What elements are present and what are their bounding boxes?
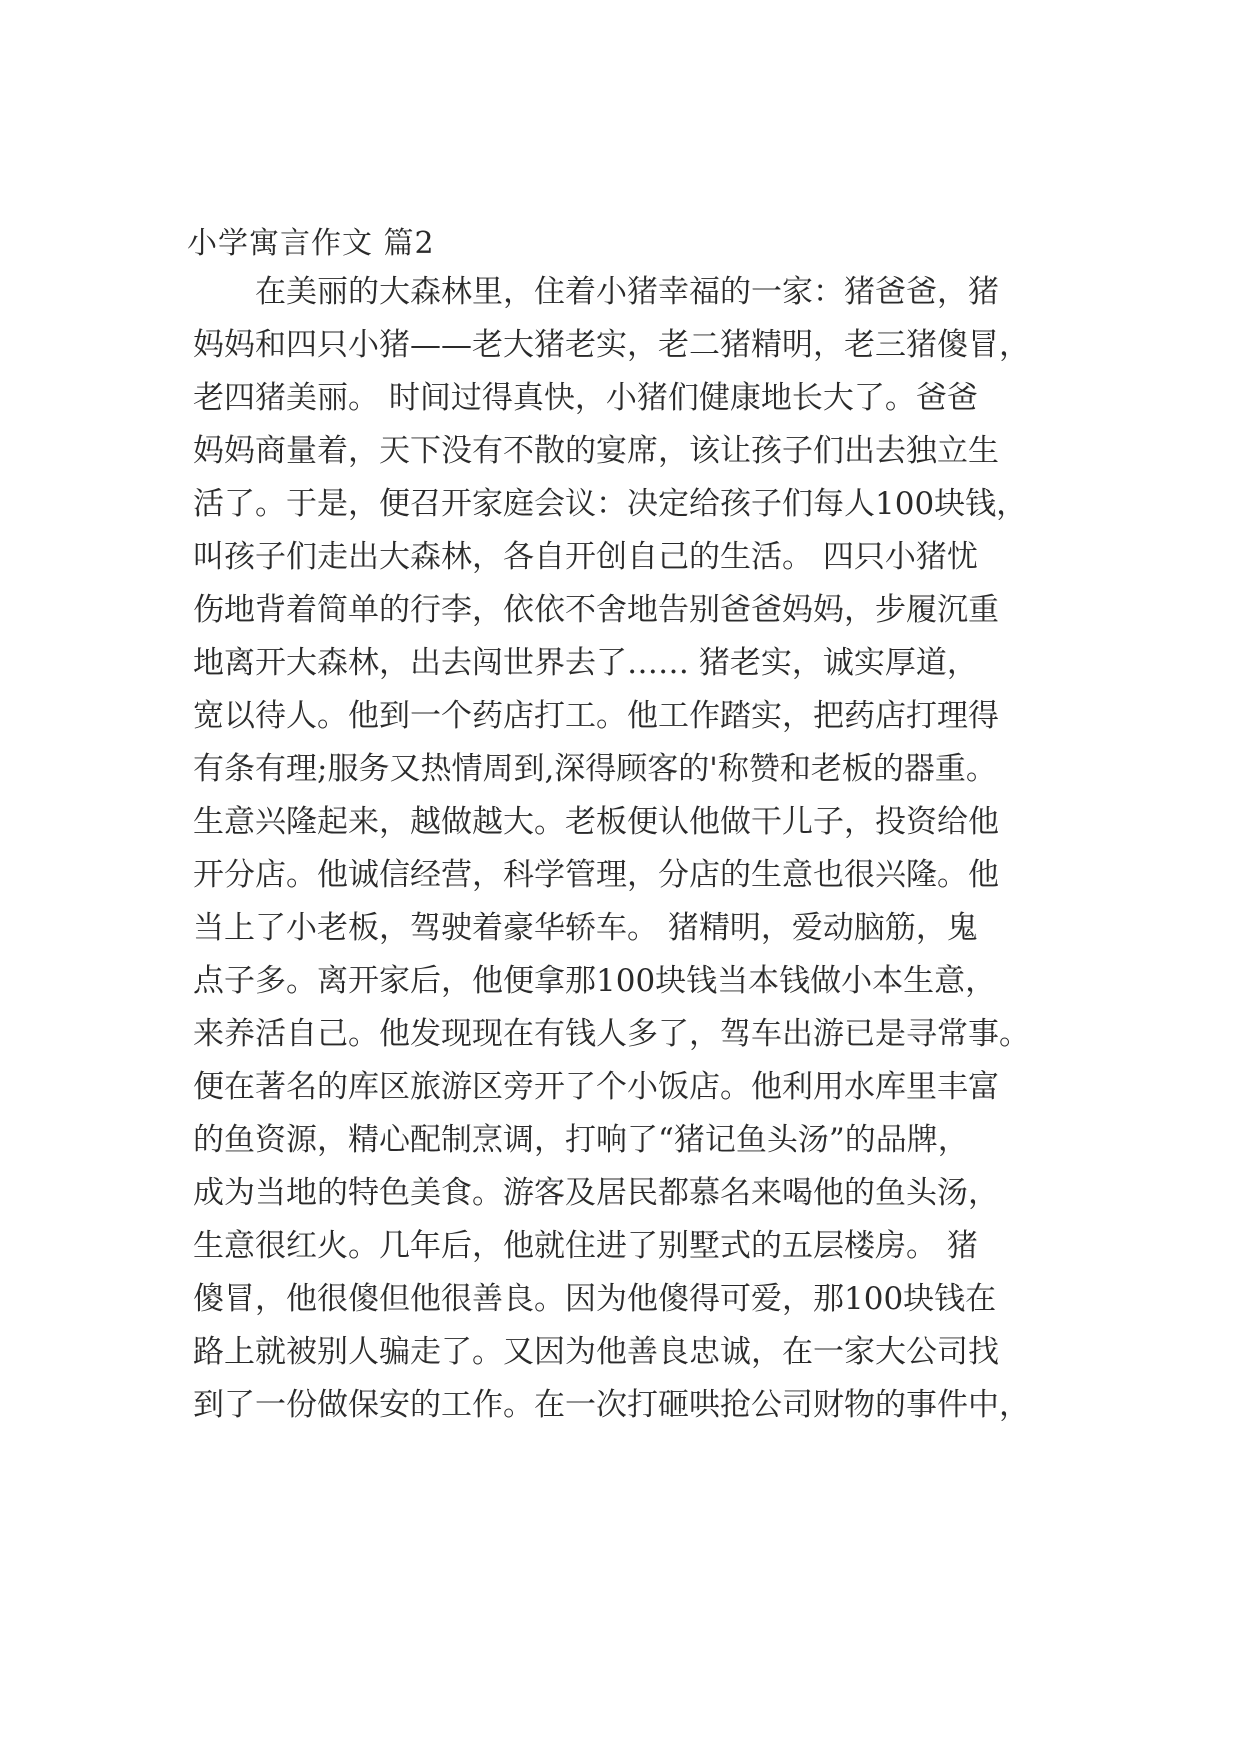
body-line: 傻冒，他很傻但他很善良。因为他傻得可爱，那100块钱在 bbox=[193, 1281, 997, 1317]
body-line: 伤地背着简单的行李，依依不舍地告别爸爸妈妈，步履沉重 bbox=[193, 592, 999, 628]
body-line: 开分店。他诚信经营，科学管理，分店的生意也很兴隆。他 bbox=[193, 857, 999, 893]
body-line: 在美丽的大森林里，住着小猪幸福的一家：猪爸爸，猪 bbox=[193, 274, 999, 310]
body-line: 生意兴隆起来，越做越大。老板便认他做干儿子，投资给他 bbox=[193, 804, 999, 840]
body-line: 有条有理;服务又热情周到,深得顾客的'称赞和老板的器重。 bbox=[193, 751, 997, 787]
body-line: 叫孩子们走出大森林，各自开创自己的生活。 四只小猪忧 bbox=[193, 539, 978, 575]
body-line: 妈妈和四只小猪——老大猪老实，老二猪精明，老三猪傻冒， bbox=[193, 327, 1030, 363]
body-line: 妈妈商量着，天下没有不散的宴席，该让孩子们出去独立生 bbox=[193, 433, 999, 469]
body-line: 来养活自己。他发现现在有钱人多了，驾车出游已是寻常事。 bbox=[193, 1016, 1030, 1052]
body-line: 老四猪美丽。 时间过得真快，小猪们健康地长大了。爸爸 bbox=[193, 380, 978, 416]
body-line: 点子多。离开家后，他便拿那100块钱当本钱做小本生意， bbox=[193, 963, 997, 999]
body-line: 的鱼资源，精心配制烹调，打响了“猪记鱼头汤”的品牌， bbox=[193, 1122, 969, 1158]
body-line: 当上了小老板，驾驶着豪华轿车。 猪精明，爱动脑筋，鬼 bbox=[193, 910, 978, 946]
body-line: 活了。于是，便召开家庭会议：决定给孩子们每人100块钱， bbox=[193, 486, 1028, 522]
body-line: 生意很红火。几年后，他就住进了别墅式的五层楼房。 猪 bbox=[193, 1228, 978, 1264]
body-line: 宽以待人。他到一个药店打工。他工作踏实，把药店打理得 bbox=[193, 698, 999, 734]
body-line: 到了一份做保安的工作。在一次打砸哄抢公司财物的事件中， bbox=[193, 1387, 1030, 1423]
body-line: 成为当地的特色美食。游客及居民都慕名来喝他的鱼头汤， bbox=[193, 1175, 999, 1211]
body-line: 地离开大森林，出去闯世界去了…… 猪老实，诚实厚道， bbox=[193, 645, 978, 681]
document-title: 小学寓言作文 篇2 bbox=[187, 226, 435, 261]
body-line: 便在著名的库区旅游区旁开了个小饭店。他利用水库里丰富 bbox=[193, 1069, 999, 1105]
body-line: 路上就被别人骗走了。又因为他善良忠诚，在一家大公司找 bbox=[193, 1334, 999, 1370]
